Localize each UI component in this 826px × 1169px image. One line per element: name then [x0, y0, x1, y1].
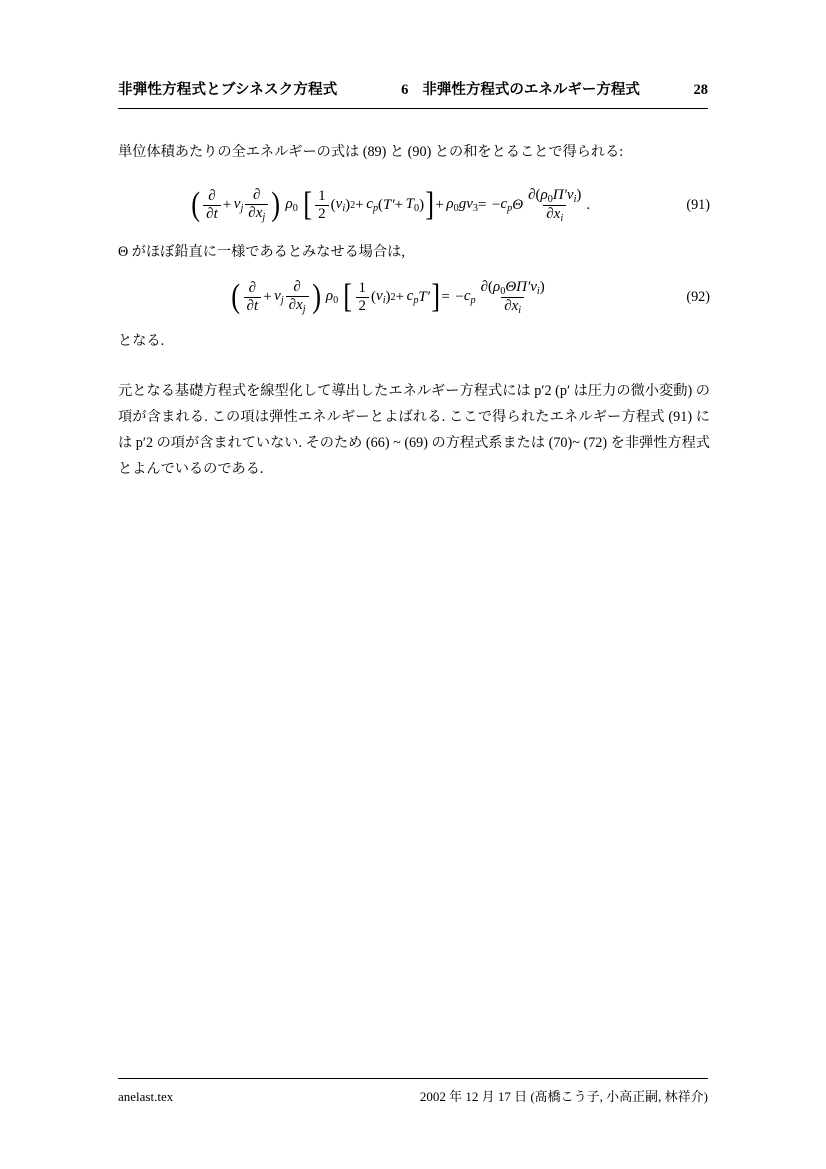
- header-page-number: 28: [693, 82, 708, 98]
- equation-92-body: ( $\frac{\partial}{\partial t}$ + $v_j$ $\frac{\partial}{\partial x_j}$ ) ρ0 [ $\frac{1}{2}$ ( $v_i$ ) 2 + $c_p$ T′ ] = − $c_p$ $\frac{\partial(\rho 0\Theta\Pi'v_i)}{\partial x_i}$: [231, 278, 545, 316]
- footer-divider: [118, 1078, 708, 1079]
- header-section-title: 非弾性方程式のエネルギー方程式: [422, 82, 640, 98]
- footer-credit: 2002 年 12 月 17 日 (髙橋こう子, 小高正嗣, 林祥介): [419, 1089, 708, 1104]
- paragraph-theta: Θ がほぼ鉛直に一様であるとみなせる場合は,: [118, 244, 405, 260]
- equation-91: [118, 178, 710, 232]
- paragraph-discussion: 元となる基礎方程式を線型化して導出したエネルギー方程式には p′2 (p′ は圧力の微小変動) の項が含まれる. この項は弾性エネルギーとよばれる. ここで得られたエネルギー方程式 (91) には p′2 の項が含まれていない. そのため (66) ~ (69) の方程式系または (70)~ (72) を非弾性方程式とよんでいるのである.: [118, 383, 710, 477]
- header-section-number: 6: [401, 82, 409, 98]
- page-header: [118, 80, 708, 100]
- header-divider: [118, 108, 708, 109]
- paragraph-naru: となる.: [118, 333, 165, 349]
- equation-92-number: (92): [686, 288, 710, 305]
- paragraph-intro: 単位体積あたりの全エネルギーの式は (89) と (90) との和をとることで得られる:: [118, 144, 624, 160]
- equation-91-body: ( $\frac{\partial}{\partial t}$ + $v_j$ $\frac{\partial}{\partial x_j}$ ) ρ0 [ $\frac{1}{2}$ ( $v_i$ ) 2 + $c_p$ ( T′ + T0 ) ] + ρ0 gv3 = − $c_p$ Θ $\frac{\partial(\rho 0\Pi'v_i)}{\partial x_i}$ .: [191, 186, 591, 224]
- header-left-title: 非弾性方程式とブシネスク方程式: [118, 82, 338, 98]
- equation-92: [118, 272, 710, 322]
- equation-91-number: (91): [686, 196, 710, 213]
- footer-filename: anelast.tex: [118, 1089, 174, 1104]
- page-footer: [118, 1086, 708, 1105]
